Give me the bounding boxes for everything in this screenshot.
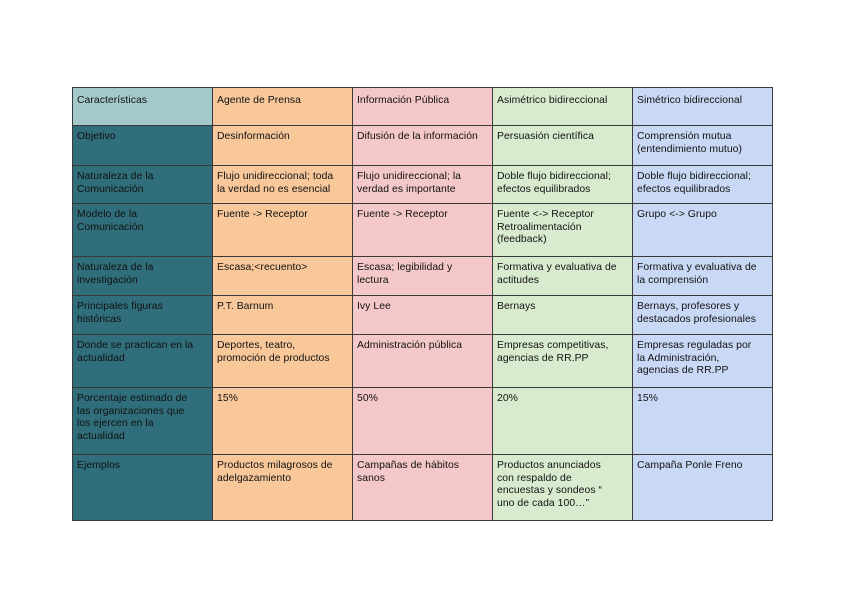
table-cell: Formativa y evaluativa de actitudes xyxy=(493,257,633,296)
row-label: Objetivo xyxy=(73,126,213,166)
table-cell: Grupo <-> Grupo xyxy=(633,204,773,257)
table-cell: 15% xyxy=(633,388,773,455)
row-modelo-comunicacion xyxy=(73,204,773,257)
table-cell: Campañas de hábitos sanos xyxy=(353,455,493,521)
row-label: Donde se practican en la actualidad xyxy=(73,335,213,388)
table-cell: Fuente <-> Receptor Retroalimentación (feedback) xyxy=(493,204,633,257)
row-objetivo xyxy=(73,126,773,166)
header-row xyxy=(73,88,773,126)
table-cell: Empresas reguladas por la Administración, agencias de RR.PP xyxy=(633,335,773,388)
row-ejemplos xyxy=(73,455,773,521)
table-cell: Formativa y evaluativa de la comprensión xyxy=(633,257,773,296)
row-label: Modelo de la Comunicación xyxy=(73,204,213,257)
table-cell: Productos anunciados con respaldo de encuestas y sondeos “ uno de cada 100…” xyxy=(493,455,633,521)
table-cell: Fuente -> Receptor xyxy=(213,204,353,257)
table-cell: Deportes, teatro, promoción de productos xyxy=(213,335,353,388)
header-cell-agente-prensa: Agente de Prensa xyxy=(213,88,353,126)
table-cell: Difusión de la información xyxy=(353,126,493,166)
row-donde-se-practican xyxy=(73,335,773,388)
pr-models-table xyxy=(72,87,773,521)
table-cell: Doble flujo bidireccional; efectos equilibrados xyxy=(493,166,633,204)
table-cell: 50% xyxy=(353,388,493,455)
table-cell: Fuente -> Receptor xyxy=(353,204,493,257)
table-cell: Flujo unidireccional; toda la verdad no es esencial xyxy=(213,166,353,204)
row-label: Naturaleza de la investigación xyxy=(73,257,213,296)
table-cell: 15% xyxy=(213,388,353,455)
table-cell: Empresas competitivas, agencias de RR.PP xyxy=(493,335,633,388)
header-cell-caracteristicas: Características xyxy=(73,88,213,126)
table-cell: Productos milagrosos de adelgazamiento xyxy=(213,455,353,521)
row-naturaleza-comunicacion xyxy=(73,166,773,204)
table-cell: Escasa; legibilidad y lectura xyxy=(353,257,493,296)
table-cell: Administración pública xyxy=(353,335,493,388)
table-cell: Escasa;<recuento> xyxy=(213,257,353,296)
table-cell: Bernays, profesores y destacados profesionales xyxy=(633,296,773,335)
table-cell: 20% xyxy=(493,388,633,455)
row-label: Principales figuras históricas xyxy=(73,296,213,335)
table-cell: Desinformación xyxy=(213,126,353,166)
table-cell: Ivy Lee xyxy=(353,296,493,335)
row-label: Ejemplos xyxy=(73,455,213,521)
header-cell-informacion-publica: Información Pública xyxy=(353,88,493,126)
header-cell-asimetrico: Asimétrico bidireccional xyxy=(493,88,633,126)
table-cell: Campaña Ponle Freno xyxy=(633,455,773,521)
table-cell: P.T. Barnum xyxy=(213,296,353,335)
table-cell: Comprensión mutua (entendimiento mutuo) xyxy=(633,126,773,166)
row-label: Porcentaje estimado de las organizaciones que los ejercen en la actualidad xyxy=(73,388,213,455)
row-figuras-historicas xyxy=(73,296,773,335)
row-porcentaje xyxy=(73,388,773,455)
row-label: Naturaleza de la Comunicación xyxy=(73,166,213,204)
table-cell: Persuasión científica xyxy=(493,126,633,166)
table-cell: Flujo unidireccional; la verdad es importante xyxy=(353,166,493,204)
row-naturaleza-investigacion xyxy=(73,257,773,296)
table-cell: Bernays xyxy=(493,296,633,335)
header-cell-simetrico: Simétrico bidireccional xyxy=(633,88,773,126)
table-cell: Doble flujo bidireccional; efectos equilibrados xyxy=(633,166,773,204)
